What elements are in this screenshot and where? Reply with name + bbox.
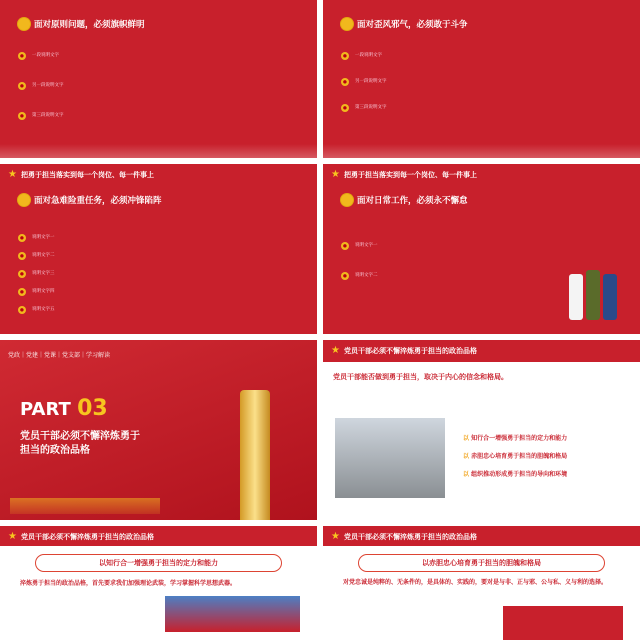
bullet-icon: ● xyxy=(341,272,349,280)
slide-7-header-text: 党员干部必须不懈淬炼勇于担当的政治品格 xyxy=(20,533,154,541)
party-emblem-icon xyxy=(341,18,353,30)
slide-3-text-3: 说明文字三 xyxy=(32,271,55,276)
bullet-icon: ● xyxy=(341,78,349,86)
slide-4 xyxy=(323,164,640,334)
part-number: 03 xyxy=(77,396,108,421)
slide-7-box-title: 以知行合一增强勇于担当的定力和能力 xyxy=(35,554,282,572)
party-emblem-icon xyxy=(18,18,30,30)
decorative-wave xyxy=(0,144,317,158)
slide-6-lead: 党员干部能否做到勇于担当，取决于内心的信念和格局。 xyxy=(333,373,508,381)
part-text: PART xyxy=(20,399,71,420)
bullet-icon: ● xyxy=(18,234,26,242)
slide-6-header-text: 党员干部必须不懈淬炼勇于担当的政治品格 xyxy=(343,347,477,355)
list-item: 以 组织推动形成勇于担当的导向和环境 xyxy=(463,471,568,478)
slide-2-text-1: 一段说明文字 xyxy=(355,53,382,58)
slide-8-red-panel xyxy=(503,606,623,640)
skyline-illustration xyxy=(10,498,160,514)
slide-2-header xyxy=(341,18,468,30)
slide-1-title: 面对原则问题，必须旗帜鲜明 xyxy=(34,20,145,30)
list-item: 以 赤胆忠心培育勇于担当的胆魄和格局 xyxy=(463,453,568,460)
slide-3-top-header xyxy=(8,170,154,180)
bullet-icon: ● xyxy=(341,242,349,250)
slide-6-list xyxy=(463,430,567,484)
bullet-icon: ● xyxy=(18,288,26,296)
party-emblem-icon xyxy=(341,194,353,206)
slide-4-text-2: 说明文字二 xyxy=(355,273,378,278)
slide-3-header-text: 把勇于担当落实到每一个岗位、每一件事上 xyxy=(20,171,154,179)
part-title-line-1: 党员干部必须不懈淬炼勇于 xyxy=(20,431,140,442)
slide-4-text-1: 说明文字一 xyxy=(355,243,378,248)
slide-4-header-text: 把勇于担当落实到每一个岗位、每一件事上 xyxy=(343,171,477,179)
bullet-icon: ● xyxy=(18,252,26,260)
party-emblem-icon xyxy=(18,194,30,206)
star-icon: ★ xyxy=(331,531,340,542)
star-icon: ★ xyxy=(331,169,340,180)
bullet-icon: ● xyxy=(341,52,349,60)
slide-3-text-1: 说明文字一 xyxy=(32,235,55,240)
slide-2 xyxy=(323,0,640,158)
bullet-icon: ● xyxy=(18,82,26,90)
slide-2-text-3: 第三段说明文字 xyxy=(355,105,387,110)
bullet-icon: ● xyxy=(18,112,26,120)
soldiers-illustration xyxy=(567,264,622,324)
bullet-icon: ● xyxy=(18,306,26,314)
slide-8-box-title: 以赤胆忠心培育勇于担当的胆魄和格局 xyxy=(358,554,605,572)
bullet-icon: ● xyxy=(18,52,26,60)
slide-3 xyxy=(0,164,317,334)
huabiao-pillar-illustration xyxy=(240,390,270,520)
slide-4-title: 面对日常工作，必须永不懈怠 xyxy=(357,196,468,206)
slide-3-text-2: 说明文字二 xyxy=(32,253,55,258)
slide-7-header xyxy=(8,532,154,542)
list-item-text: 组织推动形成勇于担当的导向和环境 xyxy=(471,471,568,478)
slide-1 xyxy=(0,0,317,158)
part-label xyxy=(20,396,108,421)
list-item-text: 赤胆忠心培育勇于担当的胆魄和格局 xyxy=(471,453,568,460)
monument-photo xyxy=(335,418,445,498)
part-title xyxy=(20,430,140,458)
slide-1-text-2: 另一段说明文字 xyxy=(32,83,64,88)
star-icon: ★ xyxy=(8,169,17,180)
slide-1-text-1: 一段说明文字 xyxy=(32,53,59,58)
slide-4-top-header xyxy=(331,170,477,180)
slide-7-subtitle: 淬炼勇于担当的政治品格，首先要求我们加强理论武装，学习掌握科学思想武器。 xyxy=(20,580,237,587)
list-item: 以 知行合一增强勇于担当的定力和能力 xyxy=(463,435,568,442)
slide-1-text-3: 第三段说明文字 xyxy=(32,113,64,118)
slide-3-title: 面对急难险重任务，必须冲锋陷阵 xyxy=(34,196,162,206)
slide-2-text-2: 另一段说明文字 xyxy=(355,79,387,84)
slide-3-header xyxy=(18,194,162,206)
slide-5 xyxy=(0,340,317,520)
slide-3-text-5: 说明文字五 xyxy=(32,307,55,312)
star-icon: ★ xyxy=(331,345,340,356)
slide-8 xyxy=(323,526,640,640)
slide-8-subtitle: 对党忠诚是纯粹的、无条件的，是具体的、实践的，要对是与非、正与邪、公与私、义与利的选择。 xyxy=(343,579,608,586)
list-item-text: 知行合一增强勇于担当的定力和能力 xyxy=(471,435,568,442)
bullet-icon: ● xyxy=(18,270,26,278)
slide-8-header-text: 党员干部必须不懈淬炼勇于担当的政治品格 xyxy=(343,533,477,541)
slide-5-nav: 党政｜党建｜党课｜党支部｜学习解读 xyxy=(8,352,111,359)
decorative-wave xyxy=(323,144,640,158)
slide-3-text-4: 说明文字四 xyxy=(32,289,55,294)
slide-4-header xyxy=(341,194,468,206)
slide-6 xyxy=(323,340,640,520)
slide-1-header xyxy=(18,18,145,30)
slide-7 xyxy=(0,526,317,640)
slide-2-title: 面对歪风邪气，必须敢于斗争 xyxy=(357,20,468,30)
slide-6-header xyxy=(331,346,477,356)
star-icon: ★ xyxy=(8,531,17,542)
slide-8-header xyxy=(331,532,477,542)
bullet-icon: ● xyxy=(341,104,349,112)
tiananmen-photo xyxy=(165,596,300,632)
part-title-line-2: 担当的政治品格 xyxy=(20,445,90,456)
